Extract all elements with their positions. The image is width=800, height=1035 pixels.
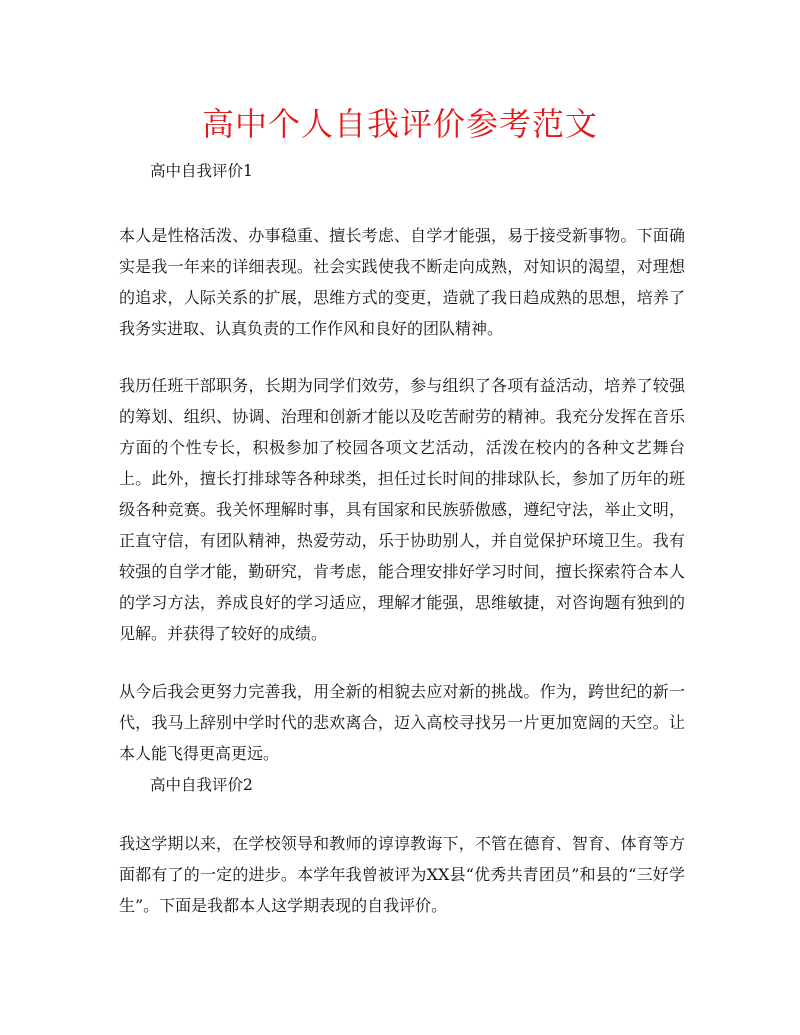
paragraph-3: 从今后我会更努力完善我，用全新的相貌去应对新的挑战。作为，跨世纪的新一代，我马上辞别中学时代的悲欢离合，迈入高校寻找另一片更加宽阔的天空。让本人能飞得更高更远。	[119, 682, 685, 763]
section-heading-1: 高中自我评价1	[150, 162, 253, 180]
document-title: 高中个人自我评价参考范文	[201, 105, 598, 143]
paragraph-1: 本人是性格活泼、办事稳重、擅长考虑、自学才能强，易于接受新事物。下面确实是我一年来的详细表现。社会实践使我不断走向成熟，对知识的渴望，对理想的追求，人际关系的扩展，思维方式的变更，造就了我日趋成熟的思想，培养了我务实进取、认真负责的工作作风和良好的团队精神。	[119, 226, 685, 338]
section-heading-2: 高中自我评价2	[150, 776, 253, 794]
paragraph-4: 我这学期以来，在学校领导和教师的谆谆教诲下，不管在德育、智育、体育等方面都有了的一定的进步。本学年我曾被评为XX县“优秀共青团员”和县的“三好学生”。下面是我都本人这学期表现的自我评价。	[119, 834, 685, 915]
paragraph-2: 我历任班干部职务，长期为同学们效劳，参与组织了各项有益活动，培养了较强的筹划、组织、协调、治理和创新才能以及吃苦耐劳的精神。我充分发挥在音乐方面的个性专长，积极参加了校园各项文艺活动，活泼在校内的各种文艺舞台上。此外，擅长打排球等各种球类，担任过长时间的排球队长，参加了历年的班级各种竞赛。我关怀理解时事，具有国家和民族骄傲感，遵纪守法，举止文明，正直守信，有团队精神，热爱劳动，乐于协助别人，并自觉保护环境卫生。我有较强的自学才能，勤研究，肯考虑，能合理安排好学习时间，擅长探索符合本人的学习方法，养成良好的学习适应，理解才能强，思维敏捷，对咨询题有独到的见解。并获得了较好的成绩。	[119, 376, 685, 643]
